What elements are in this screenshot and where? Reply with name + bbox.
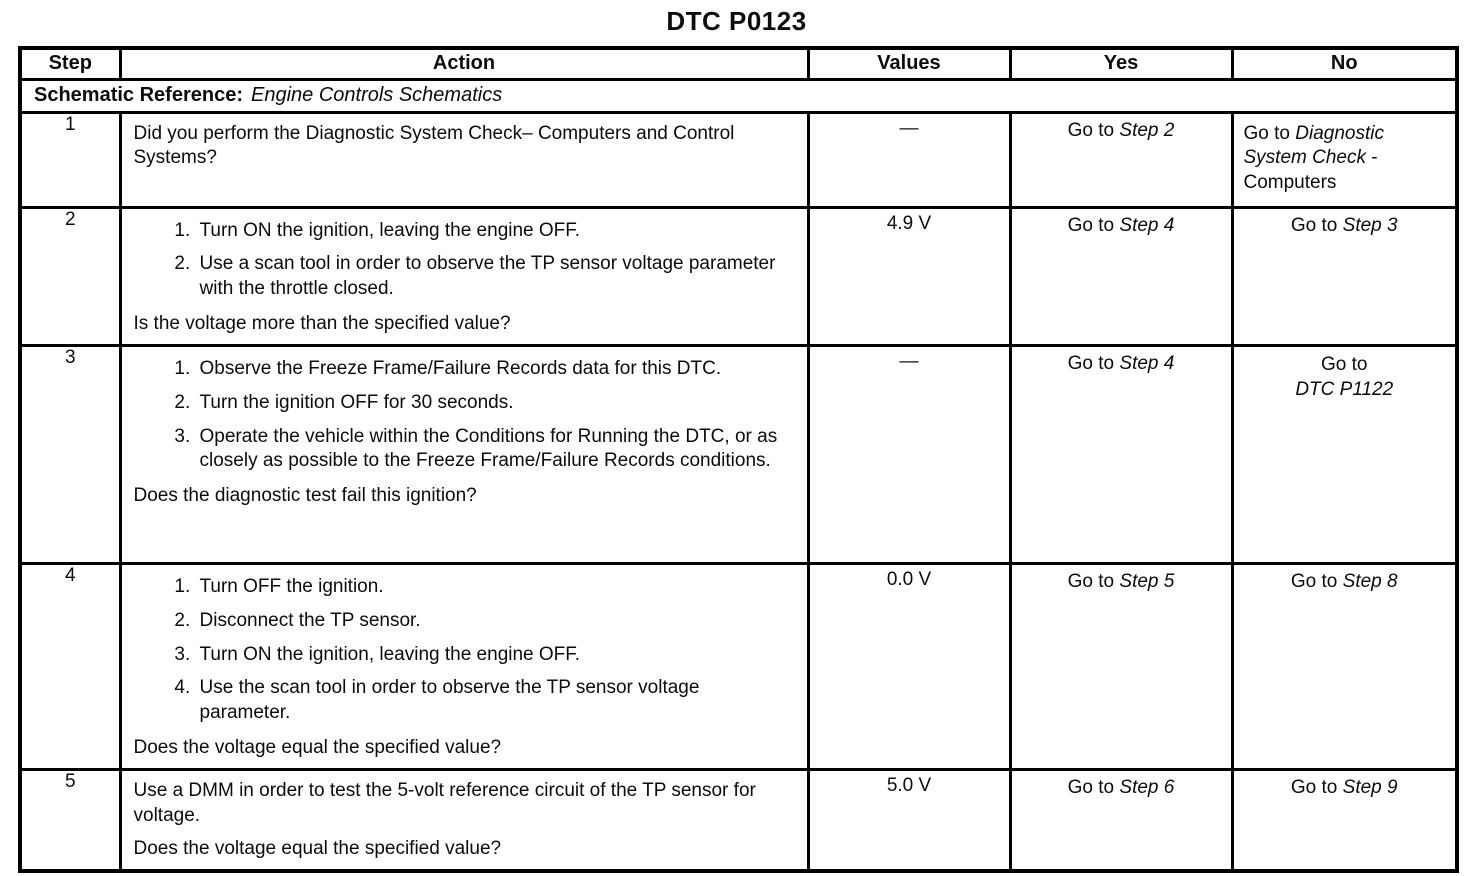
action-item: 1. Turn OFF the ignition. [196,575,795,600]
action-intro: Use a DMM in order to test the 5-volt reference circuit of the TP sensor for voltage. [133,780,756,827]
yes-cell [1010,770,1232,872]
yes-cell [1010,564,1232,770]
action-item: 3. Operate the vehicle within the Conditions for Running the DTC, or as closely as possible to the Freeze Frame/Failure Records conditions. [196,425,795,474]
schematic-reference-value: Engine Controls Schematics [250,84,503,106]
values-cell: — [808,112,1010,207]
step-number: 3 [20,346,120,564]
action-cell [120,112,808,207]
goto-text: Go to [1067,571,1115,593]
table-row [20,207,1457,346]
column-header-no: No [1232,48,1457,79]
goto-target: Step 2 [1119,119,1175,141]
action-cell [120,770,808,872]
no-cell [1232,112,1457,207]
yes-cell [1010,112,1232,207]
values-cell: 5.0 V [808,770,1010,872]
action-question: Did you perform the Diagnostic System Check– Computers and Control Systems? [133,122,735,169]
action-steps-list [134,357,795,474]
table-row [20,112,1457,207]
goto-text: Go to [1067,214,1115,236]
table-header-row [20,48,1457,79]
table-row [20,770,1457,872]
goto-text: Go to [1243,122,1290,144]
values-cell: 4.9 V [808,207,1010,346]
action-cell [120,564,808,770]
goto-target: Step 5 [1119,571,1175,593]
goto-text: Go to [1067,119,1115,141]
schematic-reference-label: Schematic Reference: [34,84,243,106]
table-row [20,564,1457,770]
no-cell [1232,770,1457,872]
action-item: 1. Turn ON the ignition, leaving the engine OFF. [196,219,795,244]
action-steps-list [134,219,795,302]
action-cell [120,346,808,564]
action-question: Does the diagnostic test fail this ignition? [133,485,477,506]
values-cell: — [808,346,1010,564]
action-item: 1. Observe the Freeze Frame/Failure Records data for this DTC. [196,357,795,382]
values-cell: 0.0 V [808,564,1010,770]
goto-target: Step 9 [1342,777,1398,799]
action-item: 2. Disconnect the TP sensor. [196,609,795,634]
step-number: 2 [20,207,120,346]
column-header-action: Action [120,48,808,79]
no-cell [1232,346,1457,564]
page-title: DTC P0123 [666,6,807,36]
goto-suffix: - Computers [1243,147,1378,193]
goto-text: Go to [1290,777,1338,799]
goto-target: Step 3 [1342,214,1398,236]
action-cell [120,207,808,346]
goto-target: Step 4 [1119,353,1175,375]
no-cell [1232,564,1457,770]
action-steps-list [134,575,795,725]
goto-text: Go to [1290,571,1338,593]
step-number: 4 [20,564,120,770]
action-question: Does the voltage equal the specified value? [133,736,502,758]
step-number: 1 [20,112,120,207]
action-question: Is the voltage more than the specified value? [133,312,511,334]
step-number: 5 [20,770,120,872]
schematic-reference-row [20,79,1457,112]
action-item: 4. Use the scan tool in order to observe the TP sensor voltage parameter. [196,676,795,725]
goto-text: Go to [1067,353,1115,375]
column-header-values: Values [808,48,1010,79]
column-header-step: Step [20,48,120,79]
goto-target: Step 6 [1119,777,1175,799]
column-header-yes: Yes [1010,48,1232,79]
goto-target: Step 8 [1342,571,1398,593]
no-cell [1232,207,1457,346]
action-item: 2. Turn the ignition OFF for 30 seconds. [196,391,795,416]
action-item: 2. Use a scan tool in order to observe the TP sensor voltage parameter with the throttle closed. [196,252,795,301]
goto-target: Step 4 [1119,214,1175,236]
action-item: 3. Turn ON the ignition, leaving the engine OFF. [196,643,795,668]
yes-cell [1010,207,1232,346]
goto-text: Go to [1067,777,1115,799]
goto-target: DTC P1122 [1295,378,1394,400]
dtc-diagnostic-table [18,46,1459,873]
goto-target: Diagnostic System Check [1243,122,1384,169]
action-question: Does the voltage equal the specified value? [133,837,502,859]
yes-cell [1010,346,1232,564]
goto-text: Go to [1290,214,1338,236]
goto-text: Go to [1321,354,1368,376]
table-row [20,346,1457,564]
